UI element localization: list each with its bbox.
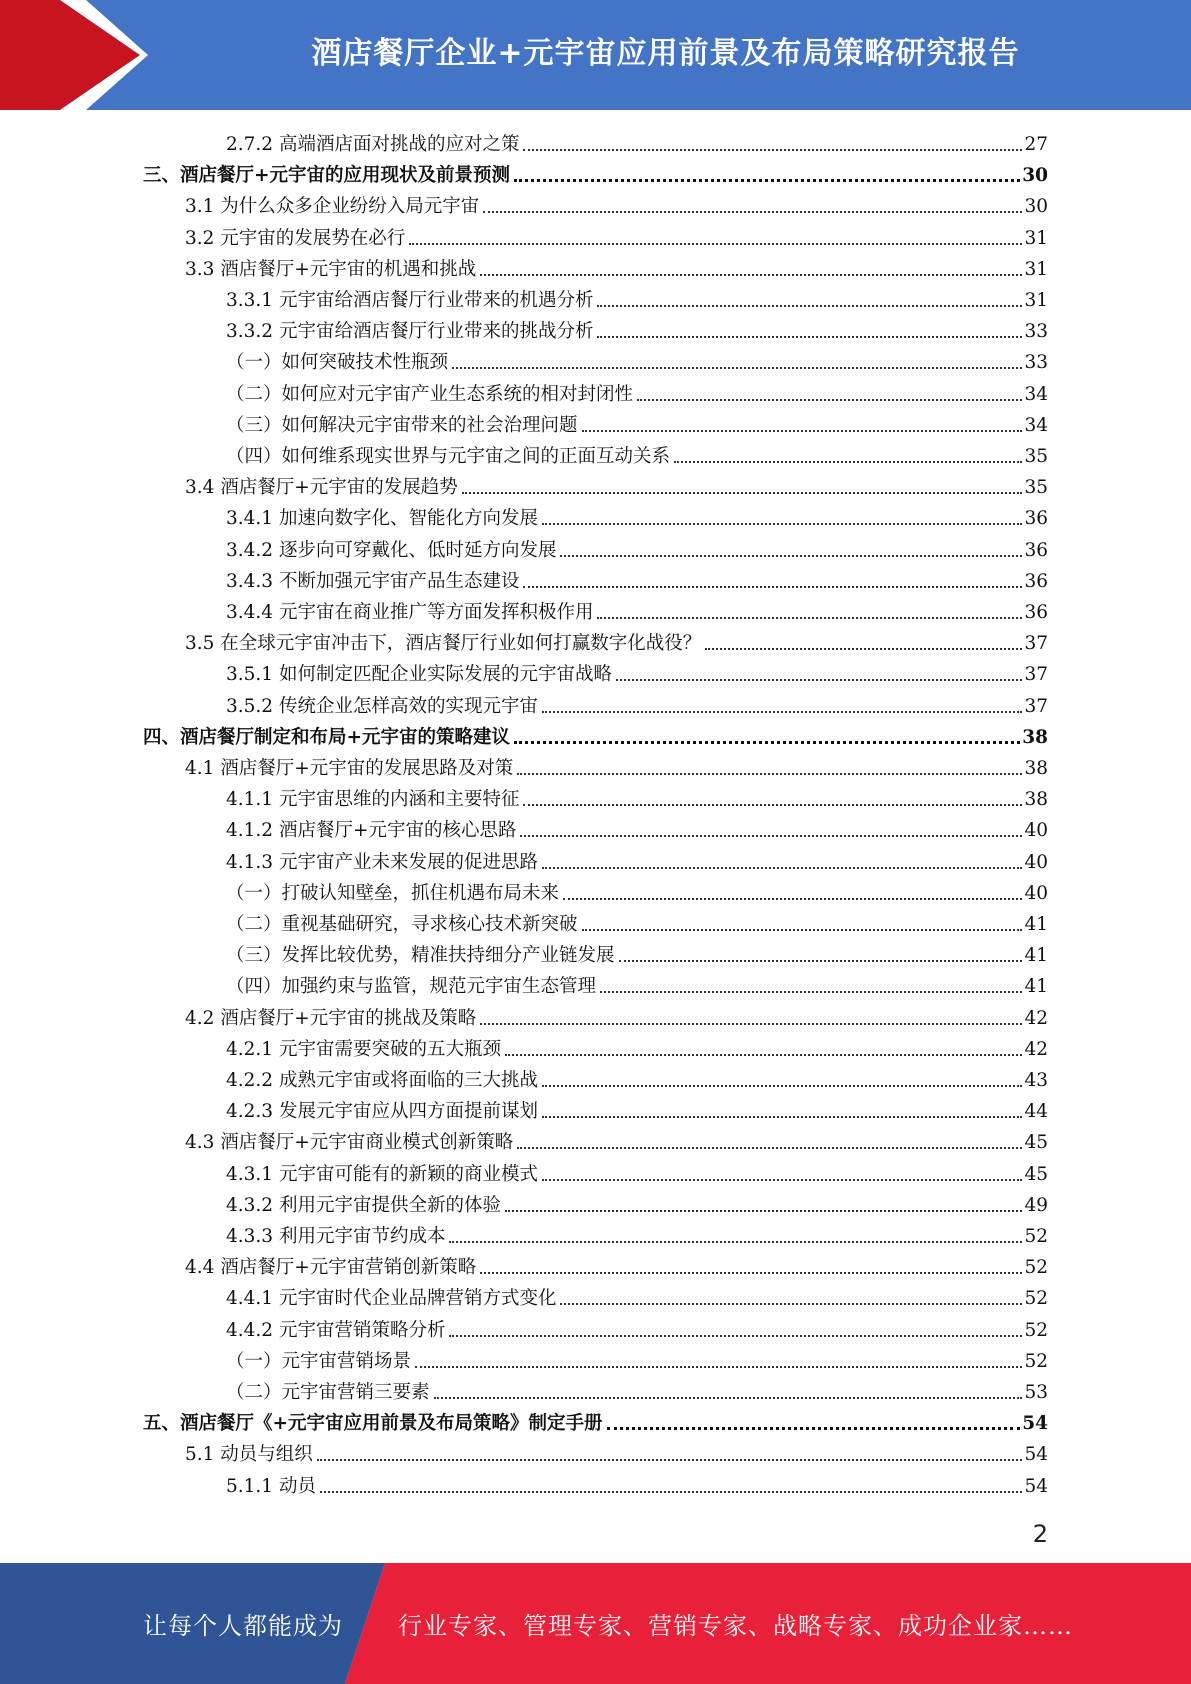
toc-entry-page: 35 (1024, 446, 1048, 467)
toc-entry-page: 33 (1024, 352, 1048, 374)
toc-entry[interactable] (226, 1158, 1048, 1186)
toc-leader-dots (542, 1116, 1022, 1118)
toc-entry-label: 五、酒店餐厅《+元宇宙应用前景及布局策略》制定手册 (143, 1413, 603, 1435)
toc-entry-label: 4.1.1 元宇宙思维的内涵和主要特征 (226, 789, 520, 811)
toc-leader-dots (520, 835, 1022, 837)
toc-entry-page: 53 (1024, 1382, 1048, 1403)
toc-entry-label: 4.4 酒店餐厅+元宇宙营销创新策略 (185, 1257, 477, 1279)
toc-entry[interactable] (185, 1126, 1048, 1154)
toc-entry-page: 42 (1024, 1007, 1048, 1029)
toc-leader-dots (462, 492, 1023, 494)
toc-entry[interactable] (226, 565, 1048, 593)
toc-entry-label: 4.2.1 元宇宙需要突破的五大瓶颈 (226, 1038, 501, 1060)
toc-entry[interactable] (226, 1282, 1048, 1310)
toc-entry-label: 5.1.1 动员 (226, 1475, 316, 1497)
toc-entry-label: 4.2.3 发展元宇宙应从四方面提前谋划 (226, 1101, 538, 1123)
toc-entry[interactable] (143, 159, 1048, 187)
toc-entry-label: 3.5 在全球元宇宙冲击下，酒店餐厅行业如何打赢数字化战役？ (185, 633, 702, 655)
toc-leader-dots (563, 898, 1022, 900)
toc-entry-page: 38 (1024, 758, 1048, 779)
toc-entry[interactable] (226, 939, 1048, 967)
toc-entry-label: 3.3.1 元宇宙给酒店餐厅行业带来的机遇分析 (226, 290, 594, 311)
toc-entry[interactable] (226, 690, 1048, 718)
toc-entry-label: 3.4.4 元宇宙在商业推广等方面发挥积极作用 (226, 602, 594, 623)
toc-entry-label: 3.4 酒店餐厅+元宇宙的发展趋势 (185, 477, 458, 499)
toc-entry-label: （一）打破认知壁垒，抓住机遇布局未来 (226, 882, 560, 904)
toc-leader-dots (480, 1272, 1022, 1274)
toc-leader-dots (542, 867, 1022, 869)
toc-entry[interactable] (185, 1002, 1048, 1030)
report-title: 酒店餐厅企业+元宇宙应用前景及布局策略研究报告 (311, 36, 1020, 71)
toc-entry-page: 43 (1024, 1070, 1048, 1091)
toc-leader-dots (317, 1459, 1023, 1461)
toc-entry-page: 38 (1024, 789, 1048, 811)
toc-entry-label: 3.5.2 传统企业怎样高效的实现元宇宙 (226, 695, 538, 717)
page-header (0, 0, 1191, 110)
toc-leader-dots (560, 555, 1022, 557)
toc-leader-dots (449, 1335, 1022, 1337)
toc-entry[interactable] (226, 846, 1048, 874)
toc-entry-label: 四、酒店餐厅制定和布局+元宇宙的策略建议 (143, 726, 511, 748)
toc-leader-dots (480, 274, 1022, 276)
toc-entry[interactable] (185, 222, 1048, 250)
toc-leader-dots (514, 741, 1020, 744)
toc-entry[interactable] (226, 128, 1048, 156)
toc-entry-label: （二）如何应对元宇宙产业生态系统的相对封闭性 (226, 383, 634, 405)
toc-entry-page: 52 (1024, 1257, 1048, 1279)
toc-entry-label: （二）重视基础研究，寻求核心技术新突破 (226, 914, 578, 935)
toc-entry-page: 41 (1024, 945, 1048, 967)
page-footer (0, 1563, 1191, 1684)
toc-entry-label: 3.5.1 如何制定匹配企业实际发展的元宇宙战略 (226, 664, 612, 686)
toc-entry-label: 3.4.3 不断加强元宇宙产品生态建设 (226, 570, 520, 592)
toc-leader-dots (523, 804, 1022, 806)
toc-entry[interactable] (185, 1438, 1048, 1466)
toc-entry[interactable] (185, 190, 1048, 218)
toc-entry-label: 3.3.2 元宇宙给酒店餐厅行业带来的挑战分析 (226, 321, 594, 343)
toc-leader-dots (597, 305, 1022, 307)
toc-entry-page: 54 (1024, 1444, 1048, 1466)
toc-entry[interactable] (185, 752, 1048, 780)
toc-entry[interactable] (226, 502, 1048, 530)
toc-entry-page: 49 (1024, 1194, 1048, 1216)
toc-entry-page: 36 (1024, 539, 1048, 561)
toc-entry-page: 42 (1024, 1038, 1048, 1060)
toc-entry-page: 34 (1024, 383, 1048, 405)
toc-entry-page: 27 (1024, 134, 1048, 155)
toc-entry-page: 30 (1022, 165, 1048, 187)
toc-entry-page: 30 (1024, 196, 1048, 218)
toc-entry-page: 33 (1024, 321, 1048, 343)
toc-entry-page: 40 (1024, 851, 1048, 873)
toc-entry-page: 31 (1024, 227, 1048, 249)
footer-slogan-right: 行业专家、管理专家、营销专家、战略专家、成功企业家…… (398, 1612, 1073, 1640)
toc-entry-label: 3.2 元宇宙的发展势在必行 (185, 227, 406, 249)
toc-leader-dots (607, 1427, 1021, 1430)
toc-entry[interactable] (226, 877, 1048, 905)
toc-leader-dots (705, 648, 1022, 650)
toc-entry-page: 45 (1024, 1132, 1048, 1154)
toc-entry-page: 37 (1024, 695, 1048, 717)
toc-entry[interactable] (143, 721, 1048, 749)
toc-leader-dots (542, 711, 1022, 713)
toc-entry[interactable] (226, 1064, 1048, 1092)
toc-entry-label: 3.3 酒店餐厅+元宇宙的机遇和挑战 (185, 258, 477, 280)
toc-entry-label: 4.1.2 酒店餐厅+元宇宙的核心思路 (226, 820, 517, 842)
toc-entry[interactable] (226, 658, 1048, 686)
toc-entry-label: （四）如何维系现实世界与元宇宙之间的正面互动关系 (226, 446, 671, 467)
toc-entry-label: 3.1 为什么众多企业纷纷入局元宇宙 (185, 196, 480, 218)
toc-leader-dots (523, 586, 1022, 588)
toc-entry[interactable] (226, 315, 1048, 343)
toc-leader-dots (505, 1054, 1022, 1056)
toc-entry-label: （三）发挥比较优势，精准扶持细分产业链发展 (226, 945, 615, 967)
toc-entry-label: 4.2.2 成熟元宇宙或将面临的三大挑战 (226, 1070, 538, 1091)
toc-entry-label: 4.1 酒店餐厅+元宇宙的发展思路及对策 (185, 758, 514, 779)
toc-entry-page: 52 (1024, 1288, 1048, 1310)
toc-entry-page: 54 (1024, 1475, 1048, 1497)
toc-entry[interactable] (226, 783, 1048, 811)
toc-entry-page: 35 (1024, 477, 1048, 499)
toc-leader-dots (542, 1179, 1022, 1181)
toc-entry[interactable] (226, 346, 1048, 374)
toc-entry-page: 37 (1024, 633, 1048, 655)
toc-entry-page: 45 (1024, 1163, 1048, 1185)
toc-entry[interactable] (226, 284, 1048, 312)
toc-entry[interactable] (185, 627, 1048, 655)
toc-leader-dots (616, 679, 1022, 681)
toc-entry-label: （二）元宇宙营销三要素 (226, 1382, 430, 1403)
toc-entry[interactable] (226, 1189, 1048, 1217)
footer-slogan-left: 让每个人都能成为 (143, 1612, 343, 1640)
toc-entry-page: 40 (1024, 820, 1048, 842)
header-red-chevron (0, 0, 140, 110)
toc-entry-page: 31 (1024, 258, 1048, 280)
toc-entry-page: 52 (1024, 1226, 1048, 1247)
toc-entry[interactable] (226, 1095, 1048, 1123)
toc-entry[interactable] (185, 253, 1048, 281)
toc-leader-dots (582, 430, 1023, 432)
toc-entry[interactable] (226, 409, 1048, 437)
toc-entry-label: 3.4.2 逐步向可穿戴化、低时延方向发展 (226, 539, 557, 561)
toc-entry[interactable] (226, 1220, 1048, 1248)
toc-leader-dots (582, 929, 1023, 931)
toc-entry-label: 4.1.3 元宇宙产业未来发展的促进思路 (226, 851, 538, 873)
toc-entry[interactable] (226, 1470, 1048, 1498)
toc-entry[interactable] (226, 596, 1048, 624)
toc-leader-dots (542, 523, 1022, 525)
toc-entry-label: 2.7.2 高端酒店面对挑战的应对之策 (226, 134, 520, 155)
toc-entry-page: 40 (1024, 882, 1048, 904)
toc-entry-label: （一）元宇宙营销场景 (226, 1350, 412, 1372)
toc-entry[interactable] (143, 1407, 1048, 1435)
toc-entry[interactable] (226, 1345, 1048, 1373)
toc-leader-dots (480, 1023, 1022, 1025)
toc-entry-page: 54 (1022, 1413, 1048, 1435)
toc-entry-label: （四）加强约束与监管，规范元宇宙生态管理 (226, 976, 597, 998)
toc-entry[interactable] (226, 534, 1048, 562)
toc-entry[interactable] (226, 440, 1048, 468)
toc-leader-dots (600, 991, 1022, 993)
toc-entry[interactable] (226, 378, 1048, 406)
toc-entry-label: 4.3.1 元宇宙可能有的新颖的商业模式 (226, 1163, 538, 1185)
toc-entry[interactable] (226, 908, 1048, 936)
toc-entry-label: 3.4.1 加速向数字化、智能化方向发展 (226, 508, 538, 530)
toc-entry[interactable] (226, 814, 1048, 842)
toc-entry-label: 4.2 酒店餐厅+元宇宙的挑战及策略 (185, 1007, 477, 1029)
toc-leader-dots (449, 1241, 1022, 1243)
toc-entry[interactable] (226, 1314, 1048, 1342)
toc-leader-dots (597, 336, 1022, 338)
toc-leader-dots (523, 149, 1022, 151)
toc-entry-label: （一）如何突破技术性瓶颈 (226, 352, 449, 374)
toc-entry[interactable] (185, 1251, 1048, 1279)
toc-entry-page: 31 (1024, 290, 1048, 311)
toc-entry-page: 44 (1024, 1101, 1048, 1123)
toc-leader-dots (637, 399, 1022, 401)
toc-entry-label: 4.4.2 元宇宙营销策略分析 (226, 1319, 446, 1341)
toc-leader-dots (483, 211, 1022, 213)
toc-entry-page: 36 (1024, 508, 1048, 530)
toc-entry-page: 36 (1024, 570, 1048, 592)
toc-entry-label: 三、酒店餐厅+元宇宙的应用现状及前景预测 (143, 165, 511, 187)
toc-entry-label: 4.4.1 元宇宙时代企业品牌营销方式变化 (226, 1288, 557, 1310)
toc-entry[interactable] (226, 970, 1048, 998)
toc-entry-page: 41 (1024, 914, 1048, 935)
toc-leader-dots (619, 960, 1023, 962)
toc-leader-dots (514, 179, 1020, 182)
toc-leader-dots (452, 367, 1022, 369)
toc-entry-label: 4.3.2 利用元宇宙提供全新的体验 (226, 1194, 501, 1216)
toc-leader-dots (674, 461, 1022, 463)
toc-leader-dots (415, 1366, 1022, 1368)
page-number: 2 (1032, 1520, 1048, 1548)
toc-leader-dots (517, 773, 1022, 775)
toc-entry-page: 52 (1024, 1350, 1048, 1372)
toc-entry-page: 52 (1024, 1319, 1048, 1341)
toc-leader-dots (505, 1210, 1022, 1212)
toc-entry-label: 5.1 动员与组织 (185, 1444, 313, 1466)
toc-entry-page: 36 (1024, 602, 1048, 623)
toc-leader-dots (320, 1491, 1023, 1493)
toc-entry[interactable] (185, 471, 1048, 499)
toc-leader-dots (409, 243, 1022, 245)
toc-entry-page: 37 (1024, 664, 1048, 686)
toc-leader-dots (542, 1085, 1022, 1087)
toc-entry[interactable] (226, 1376, 1048, 1404)
toc-entry-page: 34 (1024, 414, 1048, 436)
toc-leader-dots (597, 617, 1022, 619)
toc-leader-dots (434, 1397, 1023, 1399)
toc-entry-label: （三）如何解决元宇宙带来的社会治理问题 (226, 414, 578, 436)
toc-entry-label: 4.3.3 利用元宇宙节约成本 (226, 1226, 446, 1247)
toc-leader-dots (517, 1147, 1022, 1149)
toc-entry-label: 4.3 酒店餐厅+元宇宙商业模式创新策略 (185, 1132, 514, 1154)
toc-entry[interactable] (226, 1033, 1048, 1061)
toc-entry-page: 41 (1024, 976, 1048, 998)
toc-leader-dots (560, 1303, 1022, 1305)
toc-entry-page: 38 (1022, 726, 1048, 748)
